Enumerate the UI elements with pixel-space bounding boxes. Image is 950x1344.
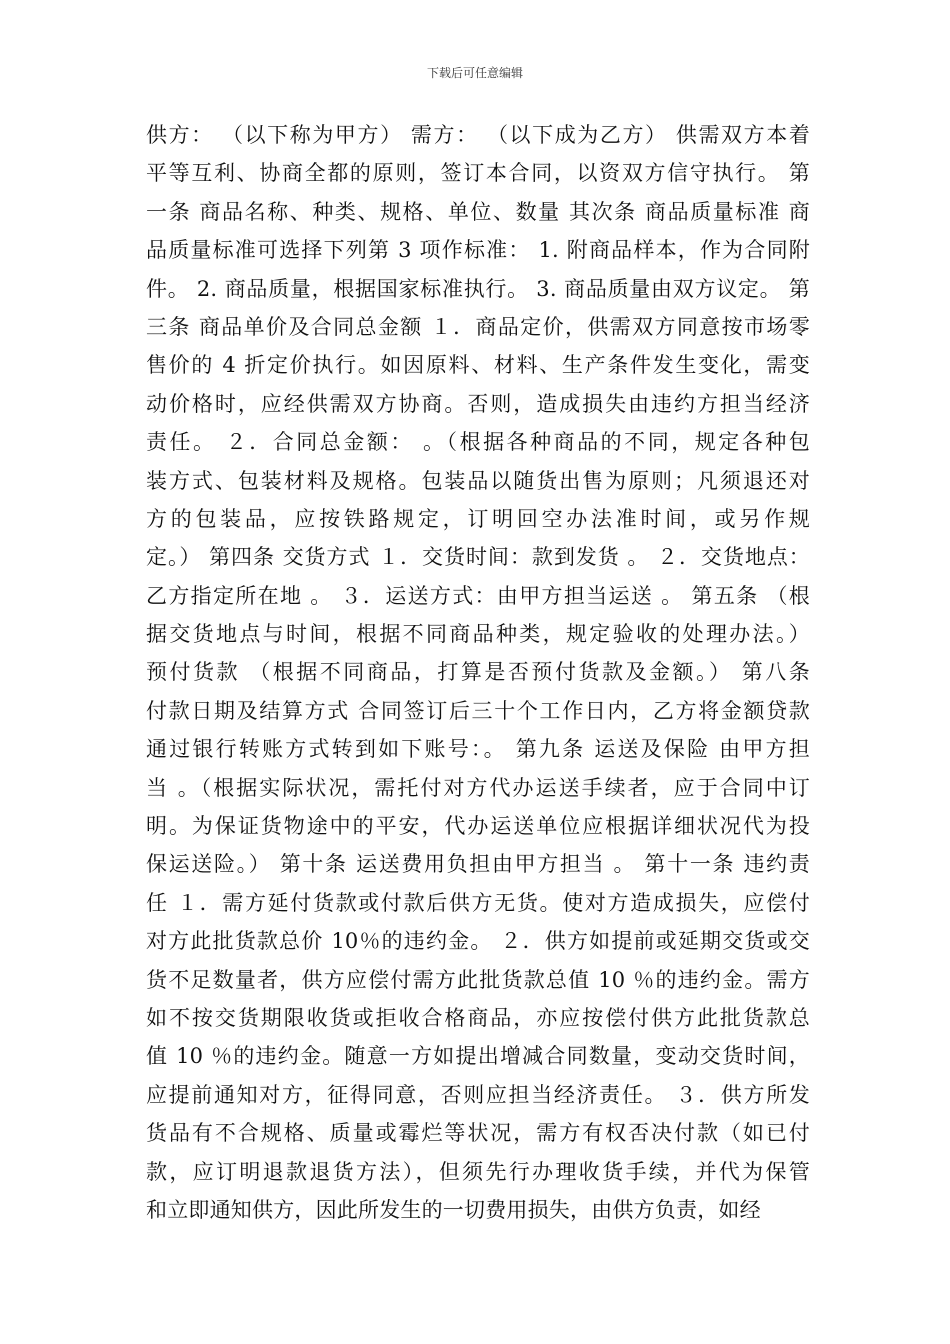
text-line: 值 10 ％的违约金。随意一方如提出增减合同数量，变动交货时间， — [146, 1044, 810, 1069]
text-line: 付款日期及结算方式 合同签订后三十个工作日内，乙方将金额贷款 — [146, 698, 810, 723]
text-line: 据交货地点与时间，根据不同商品种类，规定验收的处理办法。） — [146, 622, 810, 647]
text-line: 供方： （以下称为甲方） 需方： （以下成为乙方） 供需双方本着 — [146, 123, 810, 147]
text-line: 应提前通知对方，征得同意，否则应担当经济责任。 ３．供方所发 — [146, 1082, 810, 1107]
text-line: 平等互利、协商全都的原则，签订本合同，以资双方信守执行。 第 — [146, 161, 810, 186]
text-line: 乙方指定所在地 。 ３．运送方式：由甲方担当运送 。 第五条 （根 — [146, 583, 810, 608]
text-line: 责任。 ２．合同总金额： 。（根据各种商品的不同，规定各种包 — [146, 430, 810, 455]
text-line: 件。 2. 商品质量，根据国家标准执行。 3. 商品质量由双方议定。 第 — [146, 276, 810, 301]
text-line: 明。为保证货物途中的平安，代办运送单位应根据详细状况代为投 — [146, 814, 810, 839]
text-line: 方的包装品，应按铁路规定，订明回空办法准时间，或另作规 — [146, 506, 810, 531]
text-line: 通过银行转账方式转到如下账号：。 第九条 运送及保险 由甲方担 — [146, 737, 810, 762]
text-line: 保运送险。） 第十条 运送费用负担由甲方担当 。 第十一条 违约责 — [146, 852, 810, 877]
text-line: 和立即通知供方，因此所发生的一切费用损失，由供方负责，如经 — [146, 1197, 761, 1222]
text-line: 装方式、包装材料及规格。包装品以随货出售为原则；凡须退还对 — [146, 468, 810, 493]
text-line: 定。） 第四条 交货方式 １．交货时间：款到发货 。 ２．交货地点： — [146, 545, 810, 570]
text-line: 如不按交货期限收货或拒收合格商品，亦应按偿付供方此批货款总 — [146, 1005, 810, 1030]
text-line: 售价的 4 折定价执行。如因原料、材料、生产条件发生变化，需变 — [146, 353, 810, 378]
text-line: 对方此批货款总价 10％的违约金。 ２．供方如提前或延期交货或交 — [146, 929, 810, 954]
text-line: 当 。（根据实际状况，需托付对方代办运送手续者，应于合同中订 — [146, 775, 810, 800]
text-line: 动价格时，应经供需双方协商。否则，造成损失由违约方担当经济 — [146, 391, 810, 416]
text-line: 货品有不合规格、质量或霉烂等状况，需方有权否决付款（如已付 — [146, 1121, 810, 1146]
page-header: 下载后可任意编辑 — [426, 66, 523, 80]
text-line: 款，应订明退款退货方法），但须先行办理收货手续，并代为保管 — [146, 1159, 810, 1184]
text-line: 三条 商品单价及合同总金额 １．商品定价，供需双方同意按市场零 — [146, 314, 810, 339]
text-line: 预付货款 （根据不同商品，打算是否预付货款及金额。） 第八条 — [146, 660, 810, 685]
text-line: 品质量标准可选择下列第 3 项作标准： 1. 附商品样本，作为合同附 — [146, 238, 810, 263]
text-line: 一条 商品名称、种类、规格、单位、数量 其次条 商品质量标准 商 — [146, 199, 810, 224]
contract-body — [146, 116, 810, 1229]
text-line: 货不足数量者，供方应偿付需方此批货款总值 10 ％的违约金。需方 — [146, 967, 810, 992]
text-line: 任 １．需方延付货款或付款后供方无货。使对方造成损失，应偿付 — [146, 890, 810, 915]
